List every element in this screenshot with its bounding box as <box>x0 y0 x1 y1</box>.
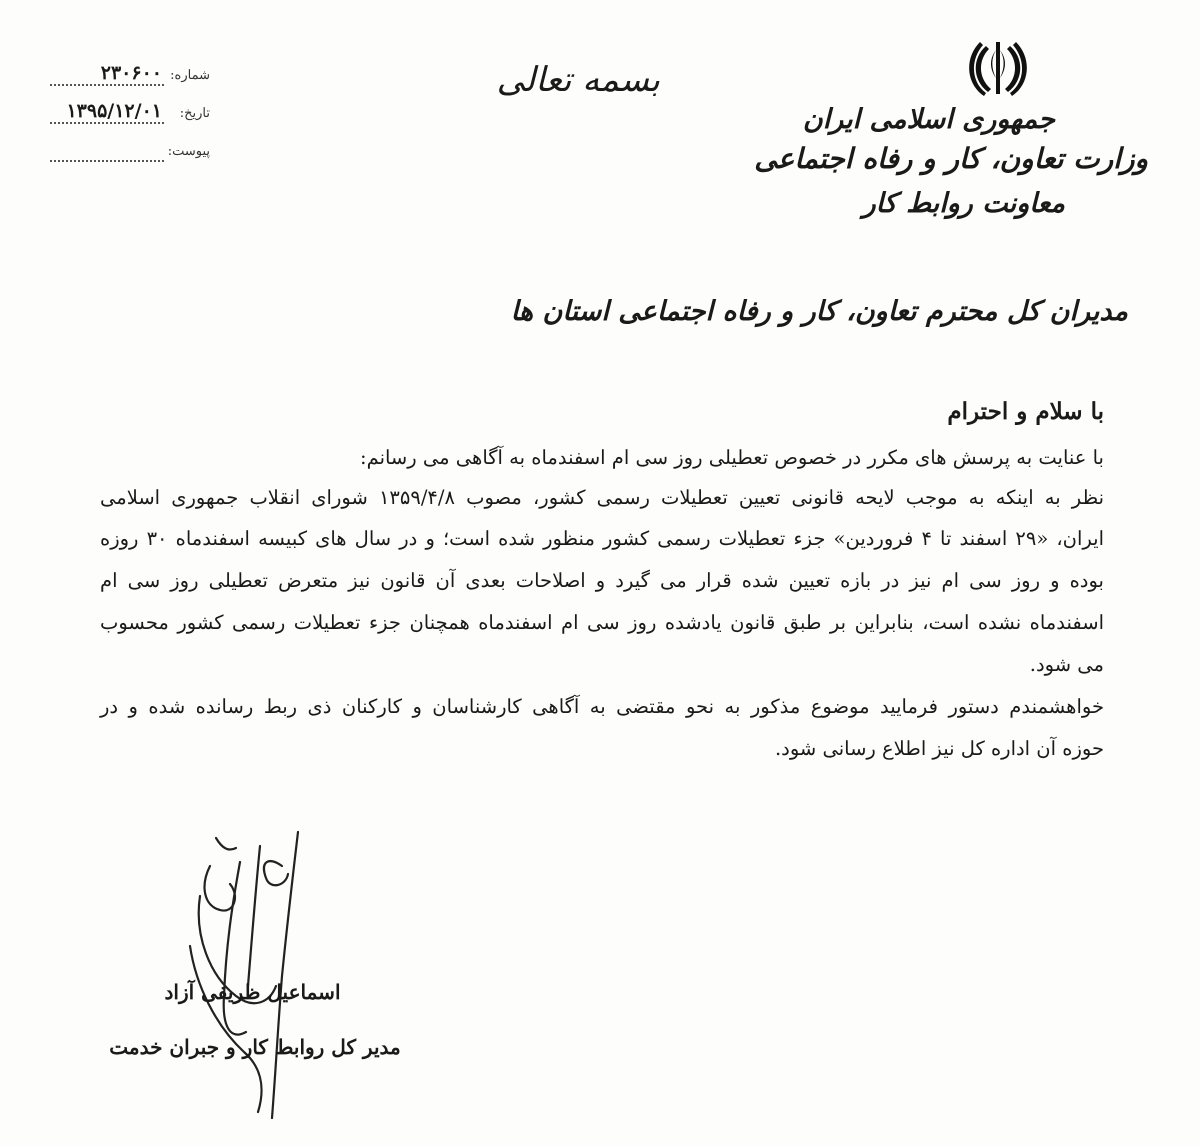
meta-date <box>50 100 210 142</box>
org-line-country: جمهوری اسلامی ایران <box>802 104 1055 135</box>
meta-dots <box>50 84 164 86</box>
meta-attachment <box>50 142 210 180</box>
recipient-line: مدیران کل محترم تعاون، کار و رفاه اجتماعی استان ها <box>510 296 1128 327</box>
iran-emblem-icon <box>966 38 1030 98</box>
body-line: با عنایت به پرسش های مکرر در خصوص تعطیلی روز سی ام اسفندماه به آگاهی می رسانم: <box>360 446 1104 469</box>
meta-date-value: ۱۳۹۵/۱۲/۰۱ <box>66 100 162 122</box>
meta-dots <box>50 160 164 162</box>
body-line: می شود. <box>1029 653 1104 676</box>
signer-title: مدیر کل روابط کار و جبران خدمت <box>109 1035 401 1059</box>
handwritten-signature <box>170 826 320 1126</box>
signer-name: اسماعیل ظریفی آزاد <box>164 980 341 1004</box>
body-line: بوده و روز سی ام نیز در بازه تعیین شده قرار می گیرد و اصلاحات بعدی آن قانون نیز متعرض تعطیلی روز سی ام <box>100 569 1104 592</box>
body-line: اسفندماه نشده است، بنابراین بر طبق قانون یادشده روز سی ام اسفندماه همچنان جزء تعطیلات رسمی کشور محسوب <box>100 611 1104 634</box>
letter-meta <box>50 62 210 180</box>
meta-number-label: شماره: <box>170 68 210 83</box>
greeting-line: با سلام و احترام <box>947 398 1104 425</box>
body-line: خواهشمندم دستور فرمایید موضوع مذکور به نحو مقتضی به آگاهی کارشناسان و کارکنان ذی ربط رسانده شده و در <box>100 695 1104 718</box>
meta-dots <box>50 122 164 124</box>
meta-date-label: تاریخ: <box>179 106 210 121</box>
body-line: حوزه آن اداره کل نیز اطلاع رسانی شود. <box>774 737 1104 760</box>
basmala-heading: بسمه تعالی <box>496 60 660 100</box>
meta-number-value: ۲۳۰۶۰۰ <box>100 62 162 84</box>
org-line-deputy: معاونت روابط کار <box>862 188 1065 219</box>
body-line: ایران، «۲۹ اسفند تا ۴ فروردین» جزء تعطیلات رسمی کشور منظور شده است؛ و در سال های کبیسه اسفندماه ۳۰ روزه <box>100 527 1104 550</box>
meta-number <box>50 62 210 104</box>
org-line-ministry: وزارت تعاون، کار و رفاه اجتماعی <box>754 142 1148 175</box>
meta-attachment-label: پیوست: <box>167 144 210 159</box>
body-line: نظر به اینکه به موجب لایحه قانونی تعیین تعطیلات رسمی کشور، مصوب ۱۳۵۹/۴/۸ شورای انقلاب جمهوری اسلامی <box>100 486 1104 509</box>
